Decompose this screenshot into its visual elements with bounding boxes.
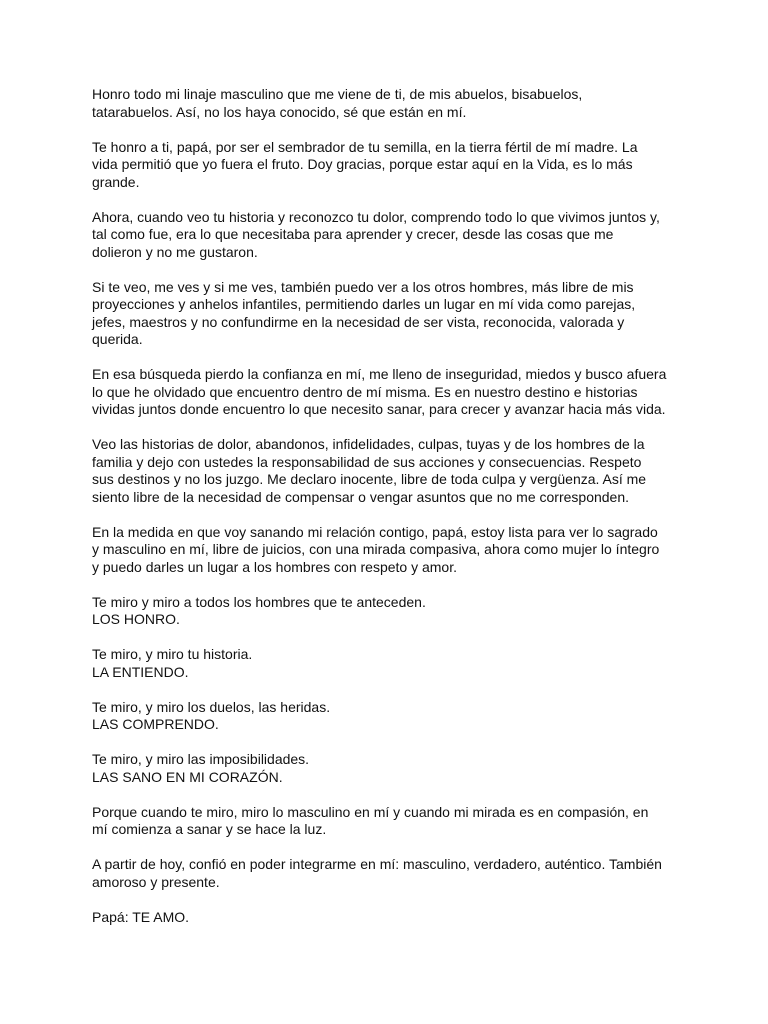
text-line: y puedo darles un lugar a los hombres con respeto y amor.: [92, 558, 457, 575]
text-line: En esa búsqueda pierdo la confianza en mí, me lleno de inseguridad, miedos y busco afuera: [92, 366, 667, 382]
text-line: Si te veo, me ves y si me ves, también puedo ver a los otros hombres, más libre de mis: [92, 278, 634, 295]
text-line: Te miro, y miro las imposibilidades.: [92, 751, 310, 767]
text-line: querida.: [92, 331, 143, 347]
text-line: LOS HONRO.: [92, 611, 180, 627]
text-line: Te miro y miro a todos los hombres que te anteceden.: [92, 593, 426, 610]
text-line: Porque cuando te miro, miro lo masculino en mí y cuando mi mirada es en compasión, en: [92, 803, 649, 820]
text-line: LA ENTIENDO.: [92, 663, 189, 680]
document-body: [92, 86, 692, 944]
text-line: tatarabuelos. Así, no los haya conocido, sé que están en mí.: [92, 103, 467, 120]
paragraph-3: [92, 209, 692, 262]
text-line: LAS COMPRENDO.: [92, 716, 219, 732]
text-line: amoroso y presente.: [92, 873, 220, 890]
paragraph-12: [92, 804, 692, 839]
text-line: LAS SANO EN MI CORAZÓN.: [92, 768, 283, 785]
text-line: familia y dejo con ustedes la responsabilidad de sus acciones y consecuencias. Respeto: [92, 453, 642, 470]
text-line: dolieron y no me gustaron.: [92, 243, 258, 260]
text-line: proyecciones y anhelos infantiles, permitiendo darles un lugar en mí vida como parejas,: [92, 296, 636, 312]
text-line: vida permitió que yo fuera el fruto. Doy gracias, porque estar aquí en la Vida, es lo más: [92, 156, 633, 172]
text-line: Honro todo mi linaje masculino que me viene de ti, de mis abuelos, bisabuelos,: [92, 86, 583, 102]
paragraph-2: [92, 139, 692, 192]
paragraph-13: [92, 856, 692, 891]
text-line: grande.: [92, 173, 140, 190]
text-line: sus destinos y no los juzgo. Me declaro inocente, libre de toda culpa y vergüenza. Así me: [92, 471, 647, 487]
text-line: A partir de hoy, confió en poder integrarme en mí: masculino, verdadero, auténtico. También: [92, 856, 662, 872]
paragraph-5: [92, 366, 692, 419]
paragraph-1: [92, 86, 692, 121]
paragraph-9: [92, 646, 692, 681]
paragraph-14: [92, 909, 692, 927]
text-line: Te miro, y miro los duelos, las heridas.: [92, 698, 331, 715]
paragraph-4: [92, 279, 692, 349]
text-line: jefes, maestros y no confundirme en la necesidad de ser vista, reconocida, valorada y: [92, 313, 625, 330]
text-line: Papá: TE AMO.: [92, 908, 190, 925]
text-line: mí comienza a sanar y se hace la luz.: [92, 821, 327, 837]
text-line: lo que he olvidado que encuentro dentro de mí misma. Es en nuestro destino e historias: [92, 383, 638, 400]
paragraph-8: [92, 594, 692, 629]
text-line: Ahora, cuando veo tu historia y reconozco tu dolor, comprendo todo lo que vivimos juntos y,: [92, 208, 660, 225]
paragraph-10: [92, 699, 692, 734]
text-line: En la medida en que voy sanando mi relación contigo, papá, estoy lista para ver lo sagrado: [92, 523, 658, 540]
text-line: y masculino en mí, libre de juicios, con una mirada compasiva, ahora como mujer lo íntegro: [92, 541, 660, 557]
text-line: tal como fue, era lo que necesitaba para aprender y crecer, desde las cosas que me: [92, 226, 614, 242]
text-line: Te honro a ti, papá, por ser el sembrador de tu semilla, en la tierra fértil de mí madre. La: [92, 138, 638, 155]
text-line: Veo las historias de dolor, abandonos, infidelidades, culpas, tuyas y de los hombres de la: [92, 436, 645, 452]
paragraph-7: [92, 524, 692, 577]
paragraph-11: [92, 751, 692, 786]
text-line: Te miro, y miro tu historia.: [92, 646, 253, 662]
text-line: siento libre de la necesidad de compensar o vengar asuntos que no me corresponden.: [92, 488, 630, 505]
text-line: vividas juntos donde encuentro lo que necesito sanar, para crecer y avanzar hacia más vida.: [92, 401, 666, 417]
paragraph-6: [92, 436, 692, 506]
